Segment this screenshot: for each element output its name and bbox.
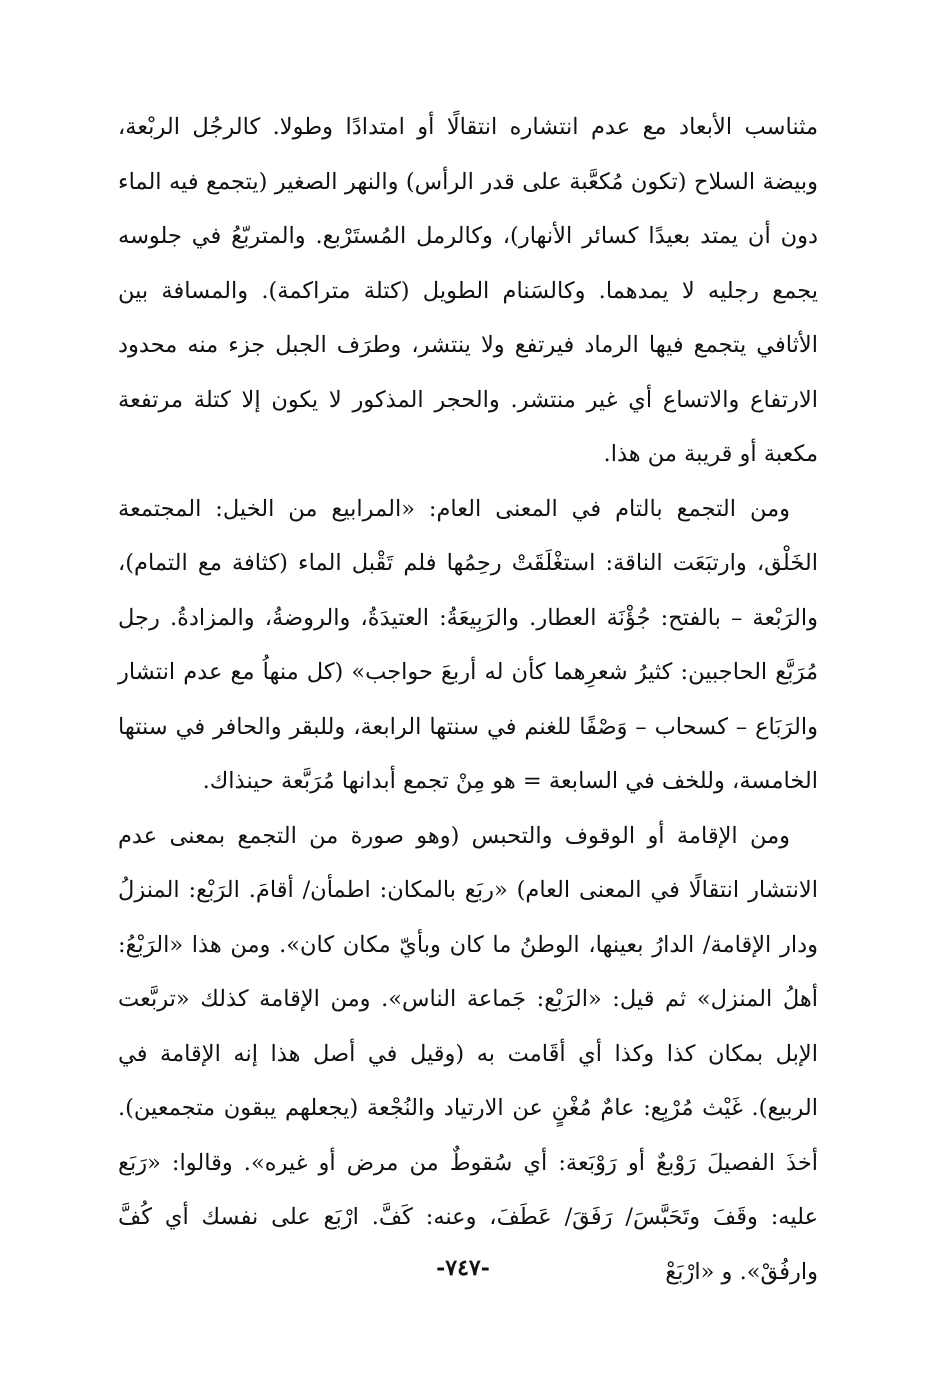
page-number: -٧٤٧- <box>436 1255 490 1281</box>
paragraph-3: ومن الإقامة أو الوقوف والتحبس (وهو صورة من التجمع بمعنى عدم الانتشار انتقالًا في المعنى العام) «ربَع بالمكان: اطمأن/ أقامَ. الرَبْع: المنزلُ ودار الإقامة/ الدارُ بعينها، الوطنُ ما كان وبأيّ مكان كان». ومن هذا «الرَبْعُ: أهلُ المنزل» ثم قيل: «الرَبْع: جَماعة الناس». ومن الإقامة كذلك «تربَّعت الإبل بمكان كذا وكذا أي أقَامت به (وقيل في أصل هذا إنه الإقامة في الربيع). غَيْث مُرْبِع: عامٌ مُغْنٍ عن الارتياد والنُجْعة (يجعلهم يبقون متجمعين). أخذَ الفصيلَ رَوْبعٌ أو رَوْبَعة: أي سُقوطٌ من مرض أو غيره». وقالوا: «رَبَع عليه: وقَفَ وتَحَبَّسَ/ رَفَقَ/ عَطَفَ، وعنه: كَفَّ. ارْبَع على نفسك أي كُفَّ وارفُقْ». و «ارْبَعْ <box>118 822 818 1285</box>
paragraph-1: مثناسب الأبعاد مع عدم انتشاره انتقالًا أو امتدادًا وطولا. كالرجُل الربْعة، وبيضة السلاح (تكون مُكعَّبة على قدر الرأس) والنهر الصغير (يتجمع فيه الماء دون أن يمتد بعيدًا كسائر الأنهار)، وكالرمل المُستَرْبع. والمتربّعُ في جلوسه يجمع رجليه لا يمدهما. وكالسَنام الطويل (كتلة متراكمة). والمسافة بين الأثافي يتجمع فيها الرماد فيرتفع ولا ينتشر، وطرَف الجبل جزء منه محدود الارتفاع والاتساع أي غير منتشر. والحجر المذكور لا يكون إلا كتلة مرتفعة مكعبة أو قريبة من هذا. <box>118 114 818 467</box>
paragraph-2: ومن التجمع بالتام في المعنى العام: «المرابيع من الخيل: المجتمعة الخَلْق، وارتبَعَت الناقة: استغْلَقَتْ رحِمُها فلم تَقْبل الماء (كثافة مع التمام)، والرَبْعة – بالفتح: جُؤْنَة العطار. والرَبِيعَةُ: العتيدَةُ، والروضةُ، والمزادةُ. رجل مُرَبَّع الحاجبين: كثيرُ شعرِهما كأن له أربعَ حواجب» (كل منهاُ مع عدم انتشار والرَبَاع – كسحاب – وَصْفًا للغنم في سنتها الرابعة، وللبقر والحافر في سنتها الخامسة، وللخف في السابعة = هو مِنْ تجمع أبدانها مُرَبَّعة حينذاك. <box>118 495 818 794</box>
page-body <box>118 100 818 1299</box>
